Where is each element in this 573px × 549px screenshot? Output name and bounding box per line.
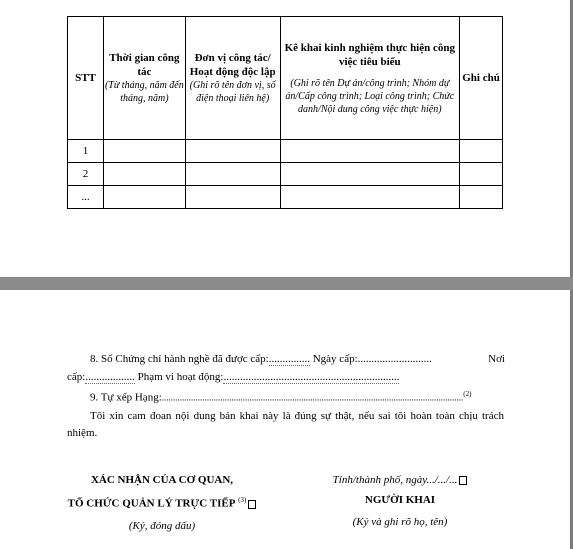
table-row xyxy=(68,140,503,163)
header-work-unit xyxy=(185,17,280,140)
table-cell xyxy=(103,163,185,186)
header-experience xyxy=(280,17,460,140)
left-sig-footnote: (3) xyxy=(238,496,247,504)
header-work-time-title: Thời gian công tác xyxy=(109,52,180,78)
header-work-time-note: (Từ tháng, năm đến tháng, năm) xyxy=(104,80,184,104)
table-cell xyxy=(185,140,280,163)
table-header-row xyxy=(68,17,503,140)
issue-place-field[interactable]: .................. xyxy=(85,371,135,383)
row-number: 2 xyxy=(68,163,104,186)
item-8-line-2 xyxy=(67,371,399,384)
item-8-line-1 xyxy=(90,353,505,366)
table-cell xyxy=(280,186,460,209)
checkbox-icon xyxy=(459,476,467,485)
item-9-line xyxy=(90,390,471,404)
left-sig-line1: XÁC NHẬN CỦA CƠ QUAN, xyxy=(90,474,234,486)
issue-place-label: Nơi xyxy=(488,353,505,365)
left-sig-line2: TỔ CHỨC QUẢN LÝ TRỰC TIẾP xyxy=(67,497,236,510)
item-8-label: 8. Số Chứng chỉ hành nghề đã được cấp: xyxy=(90,353,269,365)
header-notes: Ghi chú xyxy=(460,17,503,140)
header-stt: STT xyxy=(68,17,104,140)
header-work-unit-title: Đơn vị công tác/ Hoạt động độc lập xyxy=(189,52,276,78)
row-number: ... xyxy=(68,186,104,209)
issue-date-label: Ngày cấp: xyxy=(309,353,358,365)
issue-date-field[interactable]: ........................... xyxy=(357,353,432,365)
scope-field[interactable]: ................................................................ xyxy=(223,371,400,383)
table-cell xyxy=(185,186,280,209)
document-page-2 xyxy=(0,290,570,549)
certificate-number-field[interactable]: ............... xyxy=(268,353,310,365)
issue-place-label-cont: cấp: xyxy=(67,371,86,383)
header-work-unit-note: (Ghi rõ tên đơn vị, số điện thoại liên hệ) xyxy=(189,80,276,104)
checkbox-icon xyxy=(248,500,256,509)
declaration-text: Tôi xin cam đoan nội dung bản khai này là đúng sự thật, nếu sai tôi hoàn toàn chịu trách nhiệm. xyxy=(67,410,504,439)
header-work-time xyxy=(103,17,185,140)
right-signature-block xyxy=(310,470,490,534)
rank-field[interactable]: ...................................................................................................................................... xyxy=(161,392,464,403)
left-signature-block xyxy=(62,470,262,538)
declarant-title: NGƯỜI KHAI xyxy=(364,494,436,506)
left-sig-note: (Ký, đóng dấu) xyxy=(128,519,196,532)
table-cell xyxy=(460,163,503,186)
header-experience-note: (Ghi rõ tên Dự án/công trình; Nhóm dự án/Cấp công trình; Loại công trình; Chức danh/Nội dung công việc thực hiện) xyxy=(285,77,455,115)
table-row xyxy=(68,163,503,186)
table-cell xyxy=(460,186,503,209)
table-cell xyxy=(460,140,503,163)
table-cell xyxy=(280,140,460,163)
declarant-note: (Ký và ghi rõ họ, tên) xyxy=(352,516,448,528)
table-cell xyxy=(280,163,460,186)
table-cell xyxy=(185,163,280,186)
table-cell xyxy=(103,140,185,163)
experience-table xyxy=(67,16,503,209)
page-break xyxy=(0,277,573,290)
table-row xyxy=(68,186,503,209)
scope-label: Phạm vi hoạt động: xyxy=(134,371,224,383)
row-number: 1 xyxy=(68,140,104,163)
item-9-label: 9. Tự xếp Hạng: xyxy=(90,391,162,404)
place-date: Tỉnh/thành phố, ngày.../.../... xyxy=(332,474,458,486)
footnote-ref: (2) xyxy=(463,390,472,398)
table-cell xyxy=(103,186,185,209)
header-experience-title: Kê khai kinh nghiệm thực hiện công việc tiêu biểu xyxy=(284,41,455,68)
